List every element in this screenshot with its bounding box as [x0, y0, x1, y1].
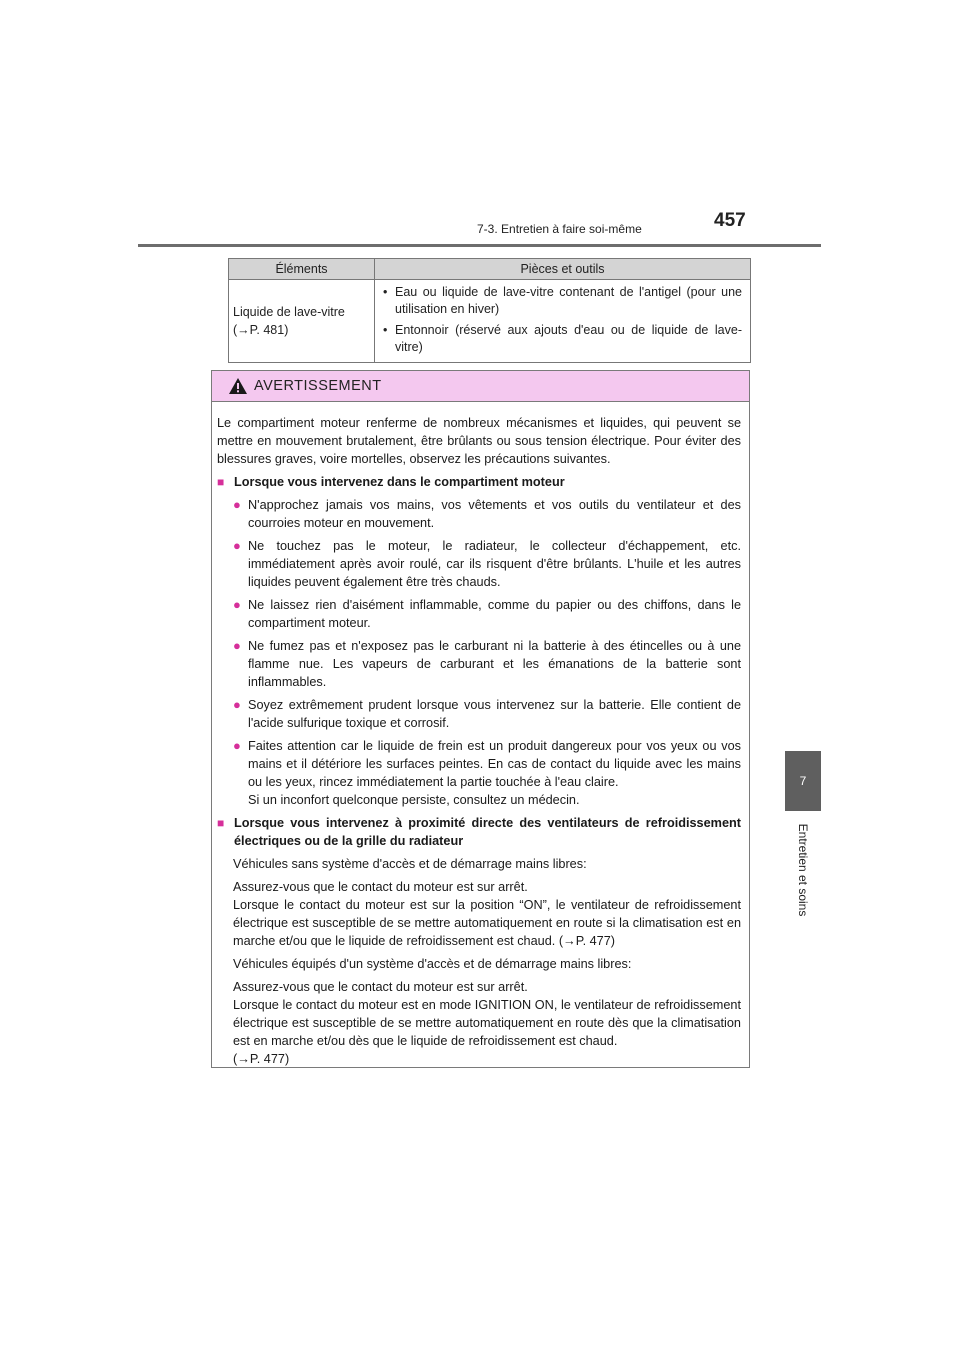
- table-cell-element: [229, 280, 375, 363]
- list-item: ● N'approchez jamais vos mains, vos vêtements et vos outils du ventilateur et des courroies moteur en mouvement.: [233, 497, 741, 530]
- list-item: ● Ne laissez rien d'aisément inflammable, comme du papier ou des chiffons, dans le compartiment moteur.: [233, 597, 741, 630]
- vehicle-variant-heading: Véhicules sans système d'accès et de démarrage mains libres:: [233, 857, 587, 871]
- vehicle-variant-heading: Véhicules équipés d'un système d'accès et de démarrage mains libres:: [233, 957, 632, 971]
- square-bullet-icon: ■: [217, 475, 225, 489]
- list-item: ● Ne touchez pas le moteur, le radiateur, le collecteur d'échappement, etc. immédiatement après avoir roulé, car ils risquent d'être brûlants. L'huile et les autres liquides peuvent également être très chauds.: [233, 538, 741, 589]
- table-row: [229, 280, 751, 363]
- table-header-parts: Pièces et outils: [375, 259, 751, 280]
- chapter-number: 7: [799, 774, 807, 788]
- circle-bullet-icon: ●: [233, 597, 241, 612]
- circle-bullet-icon: ●: [233, 697, 241, 712]
- section-heading: ■ Lorsque vous intervenez dans le compartiment moteur: [217, 475, 565, 489]
- table-header-elements: Éléments: [229, 259, 375, 280]
- warning-header: [212, 371, 749, 402]
- list-item: • Eau ou liquide de lave-vitre contenant de l'antigel (pour une utilisation en hiver): [383, 285, 742, 316]
- circle-bullet-icon: ●: [233, 638, 241, 653]
- circle-bullet-icon: ●: [233, 497, 241, 512]
- parts-table: [228, 258, 751, 363]
- paragraph: Assurez-vous que le contact du moteur est sur arrêt. Lorsque le contact du moteur est sur la position “ON”, le ventilateur de refroidissement électrique est susceptible de se mettre automatiquement en route si la climatisation est en marche et/ou que le liquide de refroidissement est chaud. (→P. 477): [233, 880, 741, 948]
- warning-box: [211, 370, 750, 1068]
- list-item: ● Faites attention car le liquide de frein est un produit dangereux pour vos yeux ou vos mains et il détériore les surfaces peintes. En cas de contact du liquide avec les mains ou les yeux, rincez immédiatement la partie touchée à l'eau claire. Si un inconfort quelconque persiste, consultez un médecin.: [233, 738, 741, 807]
- square-bullet-icon: ■: [217, 816, 225, 830]
- element-name: Liquide de lave-vitre: [233, 305, 345, 319]
- table-header-row: [229, 259, 751, 280]
- warning-body: [212, 402, 749, 1068]
- warning-intro: Le compartiment moteur renferme de nombreux mécanismes et liquides, qui peuvent se mettre en mouvement brutalement, être brûlants ou sous tension électrique. Pour éviter des blessures graves, voire mortelles, observez les précautions suivantes.: [217, 416, 741, 466]
- bullet-icon: •: [383, 285, 388, 299]
- chapter-tab: [785, 751, 821, 811]
- page-number: 457: [714, 210, 746, 231]
- paragraph: Assurez-vous que le contact du moteur est sur arrêt. Lorsque le contact du moteur est en mode IGNITION ON, le ventilateur de refroidissement électrique est susceptible de se mettre automatiquement en route dès que la climatisation est en marche et/ou dès que le liquide de refroidissement est chaud. (→P. 477): [233, 980, 741, 1066]
- warning-triangle-icon: [228, 377, 248, 395]
- list-item: ● Soyez extrêmement prudent lorsque vous intervenez sur la batterie. Elle contient de l'acide sulfurique toxique et corrosif.: [233, 697, 741, 730]
- table-cell-parts: [375, 280, 751, 363]
- warning-title: AVERTISSEMENT: [254, 378, 382, 394]
- circle-bullet-icon: ●: [233, 538, 241, 553]
- section-title: 7-3. Entretien à faire soi-même: [477, 222, 642, 236]
- list-item: ● Ne fumez pas et n'exposez pas le carburant ni la batterie à des étincelles ou à une flamme nue. Les vapeurs de carburant et les émanations de la batterie sont inflammables.: [233, 638, 741, 689]
- bullet-icon: •: [383, 323, 388, 337]
- section-heading: ■ Lorsque vous intervenez à proximité directe des ventilateurs de refroidissement électriques ou de la grille du radiateur: [217, 816, 741, 848]
- list-item: • Entonnoir (réservé aux ajouts d'eau ou de liquide de lave-vitre): [383, 323, 742, 354]
- circle-bullet-icon: ●: [233, 738, 241, 753]
- element-page-ref: (→P. 481): [233, 323, 289, 337]
- chapter-label: Entretien et soins: [796, 823, 810, 917]
- header-rule: [138, 244, 821, 247]
